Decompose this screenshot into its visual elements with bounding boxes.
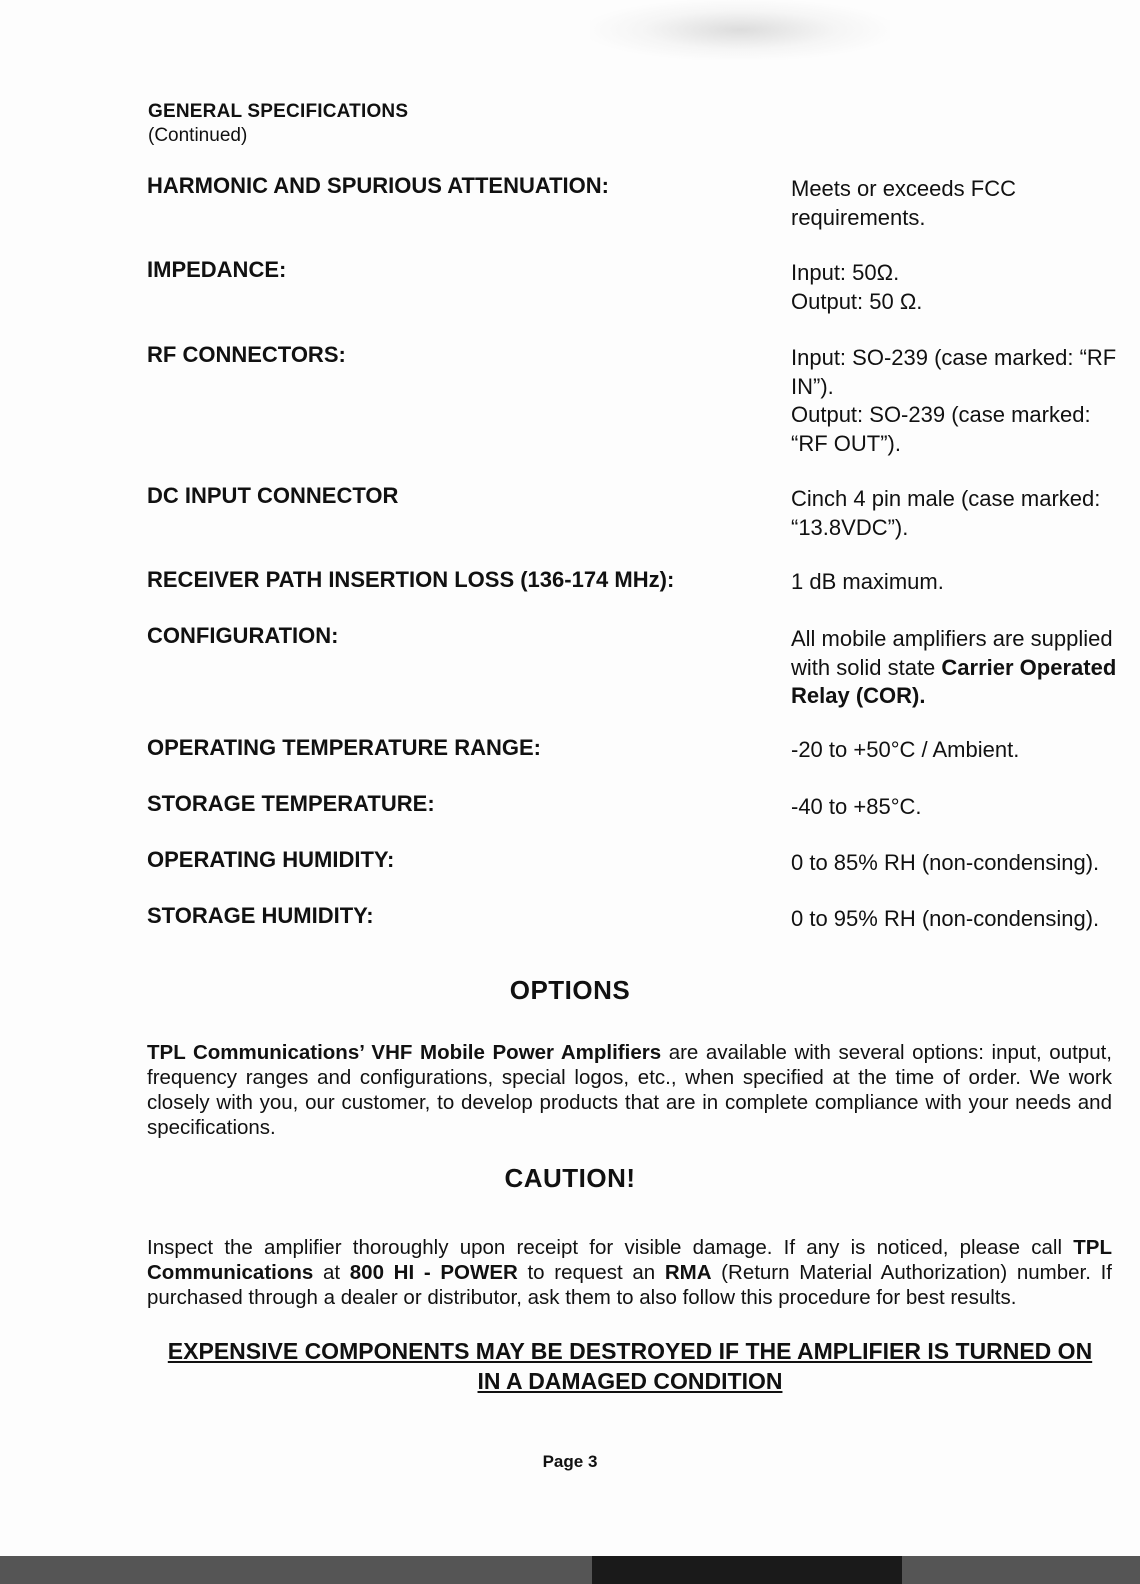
- spec-label: HARMONIC AND SPURIOUS ATTENUATION:: [147, 173, 609, 198]
- spec-value-line: Meets or exceeds FCC requirements.: [791, 176, 1016, 230]
- options-title: OPTIONS: [509, 975, 631, 1005]
- header-subtitle: (Continued): [148, 125, 248, 146]
- spec-value: [791, 736, 1121, 765]
- spec-value-line: 1 dB maximum.: [791, 569, 944, 594]
- spec-value-bold: Carrier Operated Relay (COR).: [791, 654, 1117, 708]
- header-title: GENERAL SPECIFICATIONS: [148, 101, 409, 122]
- caution-phone: 800 HI - POWER: [349, 1261, 518, 1284]
- caution-company: TPL Communications: [147, 1236, 1112, 1284]
- spec-value: [791, 259, 1121, 316]
- spec-label: DC INPUT CONNECTOR: [147, 483, 399, 508]
- spec-value: [791, 344, 1121, 458]
- caution-title: CAUTION!: [504, 1163, 636, 1193]
- spec-label: RF CONNECTORS:: [147, 342, 346, 367]
- spec-value-line: -40 to +85°C.: [791, 794, 922, 819]
- spec-value: [791, 905, 1131, 934]
- spec-value-line: Input: SO-239 (case marked: “RF IN”).: [791, 345, 1117, 399]
- damage-warning: [140, 1336, 1120, 1396]
- scan-border-bar: [0, 1556, 1140, 1584]
- spec-label: CONFIGURATION:: [147, 623, 339, 648]
- scan-border-dark: [592, 1556, 902, 1584]
- spec-value-line: Input: 50Ω.: [791, 260, 900, 285]
- spec-value: [791, 793, 1121, 822]
- spec-value-line: Output: SO-239 (case marked: “RF OUT”).: [791, 402, 1091, 456]
- options-text: are available with several options: input, output, frequency ranges and configurations, special logos, etc., when specified at the time of order. We work closely with you, our customer, to develop products that are in complete compliance with your needs and specifications.: [147, 1041, 1112, 1139]
- spec-label: STORAGE HUMIDITY:: [147, 903, 374, 928]
- spec-value-line: -20 to +50°C / Ambient.: [791, 737, 1020, 762]
- warning-line-1: EXPENSIVE COMPONENTS MAY BE DESTROYED IF THE AMPLIFIER IS TURNED ON: [167, 1338, 1093, 1364]
- caution-text-2: at: [313, 1261, 350, 1284]
- caution-text-3: to request an: [517, 1261, 665, 1284]
- spec-label: OPERATING HUMIDITY:: [147, 847, 395, 872]
- spec-value-line: Cinch 4 pin male (case marked: “13.8VDC”).: [791, 486, 1101, 540]
- spec-value-line: 0 to 95% RH (non-condensing).: [791, 906, 1100, 931]
- spec-value-line: 0 to 85% RH (non-condensing).: [791, 850, 1100, 875]
- caution-text-1: Inspect the amplifier thoroughly upon receipt for visible damage. If any is noticed, please call: [147, 1236, 1074, 1259]
- spec-value: [791, 485, 1121, 542]
- scan-smudge: [590, 0, 890, 60]
- spec-label: STORAGE TEMPERATURE:: [147, 791, 435, 816]
- spec-value: [791, 849, 1131, 878]
- spec-label: RECEIVER PATH INSERTION LOSS (136-174 MHz):: [147, 567, 675, 592]
- spec-value-text: All mobile amplifiers are supplied with solid state: [791, 626, 1113, 680]
- spec-label: IMPEDANCE:: [147, 257, 287, 282]
- spec-label: OPERATING TEMPERATURE RANGE:: [147, 735, 541, 760]
- caution-paragraph: [147, 1235, 1112, 1310]
- options-paragraph: [147, 1040, 1112, 1140]
- page-number: Page 3: [542, 1452, 598, 1471]
- spec-value: [791, 625, 1121, 711]
- warning-line-2: IN A DAMAGED CONDITION: [477, 1368, 783, 1394]
- options-bold-lead: TPL Communications’ VHF Mobile Power Amplifiers: [147, 1041, 662, 1064]
- spec-value-line: Output: 50 Ω.: [791, 288, 923, 314]
- spec-value: [791, 175, 1121, 232]
- caution-text-4: (Return Material Authorization) number. If purchased through a dealer or distributor, ask them to also follow this procedure for best results.: [147, 1261, 1112, 1309]
- caution-rma: RMA: [664, 1261, 712, 1284]
- spec-value: [791, 568, 1121, 597]
- section-header: [148, 100, 408, 148]
